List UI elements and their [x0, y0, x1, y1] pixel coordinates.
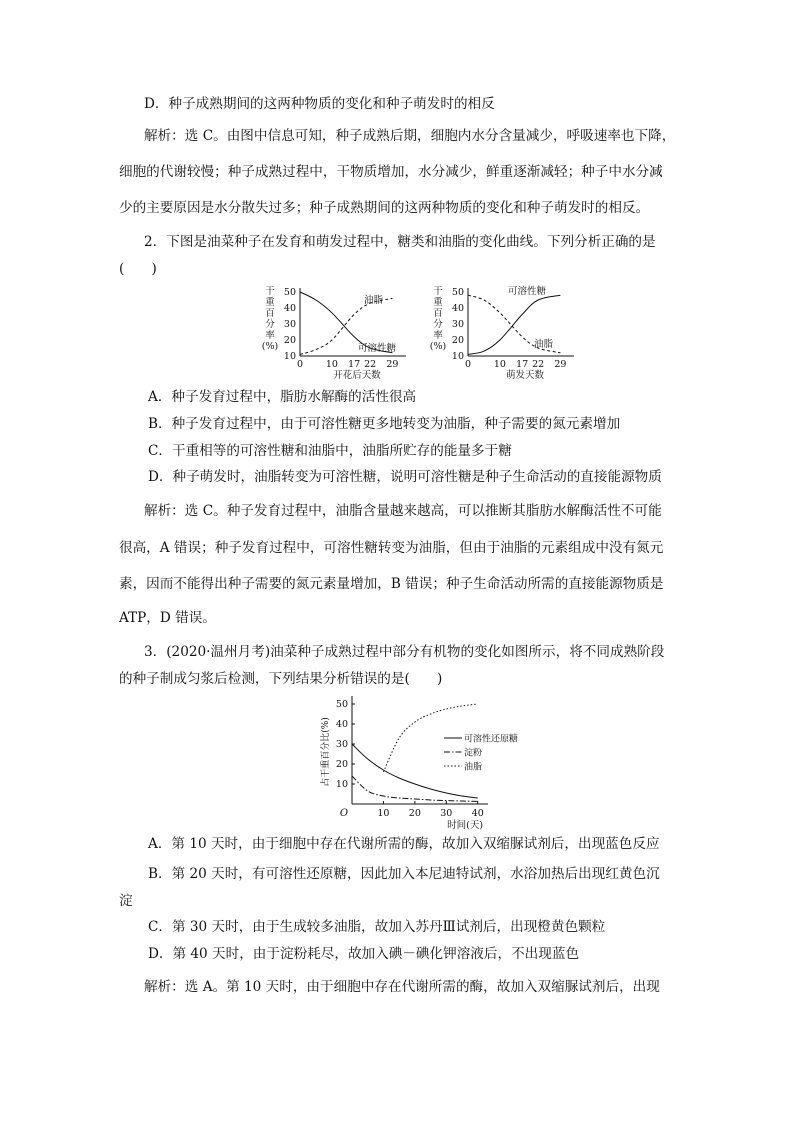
series-label: 油脂: [364, 295, 384, 306]
x-tick-label: 10: [377, 808, 390, 819]
y-axis-label: 分: [265, 319, 275, 330]
x-tick-label: 17: [516, 359, 529, 370]
q2-stem-line-2: ( ): [119, 261, 157, 277]
y-tick-label: 20: [283, 335, 296, 346]
y-tick-label: 30: [451, 319, 464, 330]
y-tick-label: 10: [335, 779, 348, 790]
q2-option-c: C．干重相等的可溶性糖和油脂中，油脂所贮存的能量多于糖: [148, 443, 512, 459]
x-tick-label: 20: [408, 808, 421, 819]
y-tick-label: 20: [335, 759, 348, 770]
y-tick-label: 50: [335, 699, 348, 710]
q3-stem-line-1: 3．(2020·温州月考)油菜种子成熟过程中部分有机物的变化如图所示，将不同成熟阶段: [144, 644, 665, 660]
y-axis-label: (%): [261, 341, 279, 352]
y-tick-label: 40: [335, 719, 348, 730]
y-axis-label: 干: [433, 286, 443, 297]
series-line-starch: [352, 776, 478, 801]
q2-analysis-line-1: 解析：选 C。种子发育过程中，油脂含量越来越高，可以推断其脂肪水解酶活性不可能: [144, 503, 662, 519]
x-tick-label: 22: [364, 359, 377, 370]
q1-analysis-line-3: 少的主要原因是水分散失过多；种子成熟期间的这两种物质的变化和种子萌发时的相反。: [119, 200, 650, 216]
q2-option-d: D．种子萌发时，油脂转变为可溶性糖，说明可溶性糖是种子生命活动的直接能源物质: [148, 469, 662, 485]
x-tick-label: 40: [471, 808, 484, 819]
legend-label-reducing-sugar: 可溶性还原糖: [464, 734, 519, 745]
y-tick-label: 50: [283, 287, 296, 298]
q1-analysis-line-2: 细胞的代谢较慢；种子成熟过程中，干物质增加，水分减少，鲜重逐渐减轻；种子中水分减: [119, 164, 663, 180]
series-label: 可溶性糖: [508, 286, 547, 297]
legend-label-starch: 淀粉: [464, 748, 483, 759]
q2-option-a: A．种子发育过程中，脂肪水解酶的活性很高: [148, 389, 417, 405]
y-axis-label: 分: [433, 319, 443, 330]
y-tick-label: 50: [451, 287, 464, 298]
y-axis-label: 率: [433, 330, 443, 341]
x-tick-label: 10: [493, 359, 506, 370]
x-axis-label: 萌发天数: [505, 370, 545, 381]
q3-option-c: C．第 30 天时，由于生成较多油脂，故加入苏丹Ⅲ试剂后，出现橙黄色颗粒: [148, 919, 606, 935]
chart-seed-development: [262, 284, 422, 384]
y-tick-label: 10: [451, 351, 464, 362]
x-axis-label: 开花后天数: [333, 370, 381, 381]
x-axis-label: 时间(天): [447, 820, 484, 831]
y-axis-label: 干: [265, 286, 275, 297]
y-axis-label: 占干重百分比(%): [321, 717, 331, 787]
q3-option-a: A．第 10 天时，由于细胞中存在代谢所需的酶，故加入双缩脲试剂后，出现蓝色反应: [148, 836, 660, 852]
origin-label: O: [339, 808, 349, 819]
y-axis-label: 率: [265, 330, 275, 341]
q3-option-d: D．第 40 天时，由于淀粉耗尽，故加入碘－碘化钾溶液后，不出现蓝色: [148, 946, 580, 962]
y-tick-label: 40: [451, 303, 464, 314]
q3-analysis-line-1: 解析：选 A。第 10 天时，由于细胞中存在代谢所需的酶，故加入双缩脲试剂后，出现: [144, 979, 660, 995]
q3-option-b-cont: 淀: [119, 893, 133, 909]
chart-seed-germination: [430, 284, 590, 384]
x-tick-label: 10: [325, 359, 338, 370]
q2-analysis-line-2: 很高，A 错误；种子发育过程中，可溶性糖转变为油脂，但由于油脂的元素组成中没有氮元: [119, 540, 664, 556]
chart-seed-maturation: [314, 692, 519, 831]
x-tick-label: 17: [348, 359, 361, 370]
y-axis-label: 重: [433, 297, 443, 308]
y-axis-label: 百: [265, 308, 275, 319]
y-axis-label: (%): [429, 341, 447, 352]
series-label: 可溶性糖: [358, 343, 397, 354]
q2-analysis-line-3: 素，因而不能得出种子需要的氮元素量增加，B 错误；种子生命活动所需的直接能源物质是: [119, 576, 664, 592]
y-axis-label: 重: [265, 297, 275, 308]
x-tick-label: 22: [532, 359, 545, 370]
y-tick-label: 40: [283, 303, 296, 314]
q3-option-b: B．第 20 天时，有可溶性还原糖，因此加入本尼迪特试剂，水浴加热后出现红黄色沉: [148, 866, 660, 882]
q1-analysis-line-1: 解析：选 C。由图中信息可知，种子成熟后期，细胞内水分含量减少，呼吸速率也下降，: [144, 128, 676, 144]
y-tick-label: 30: [283, 319, 296, 330]
x-tick-label: 0: [296, 359, 304, 370]
q2-analysis-line-4: ATP，D 错误。: [119, 610, 216, 626]
y-tick-label: 20: [451, 335, 464, 346]
y-axis-label: 百: [433, 308, 443, 319]
q1-option-d: D．种子成熟期间的这两种物质的变化和种子萌发时的相反: [144, 96, 495, 112]
q2-option-b: B．种子发育过程中，由于可溶性糖更多地转变为油脂，种子需要的氮元素增加: [148, 416, 621, 432]
y-tick-label: 30: [335, 739, 348, 750]
series-label: 油脂: [534, 339, 554, 350]
y-tick-label: 10: [283, 351, 296, 362]
x-tick-label: 0: [464, 359, 472, 370]
x-tick-label: 30: [440, 808, 453, 819]
legend-label-oil: 油脂: [464, 762, 483, 773]
q3-stem-line-2: 的种子制成匀浆后检测，下列结果分析错误的是( ): [119, 671, 443, 687]
q2-stem-line-1: 2．下图是油菜种子在发育和萌发过程中，糖类和油脂的变化曲线。下列分析正确的是: [144, 234, 656, 250]
x-tick-label: 29: [554, 359, 567, 370]
x-tick-label: 29: [386, 359, 399, 370]
